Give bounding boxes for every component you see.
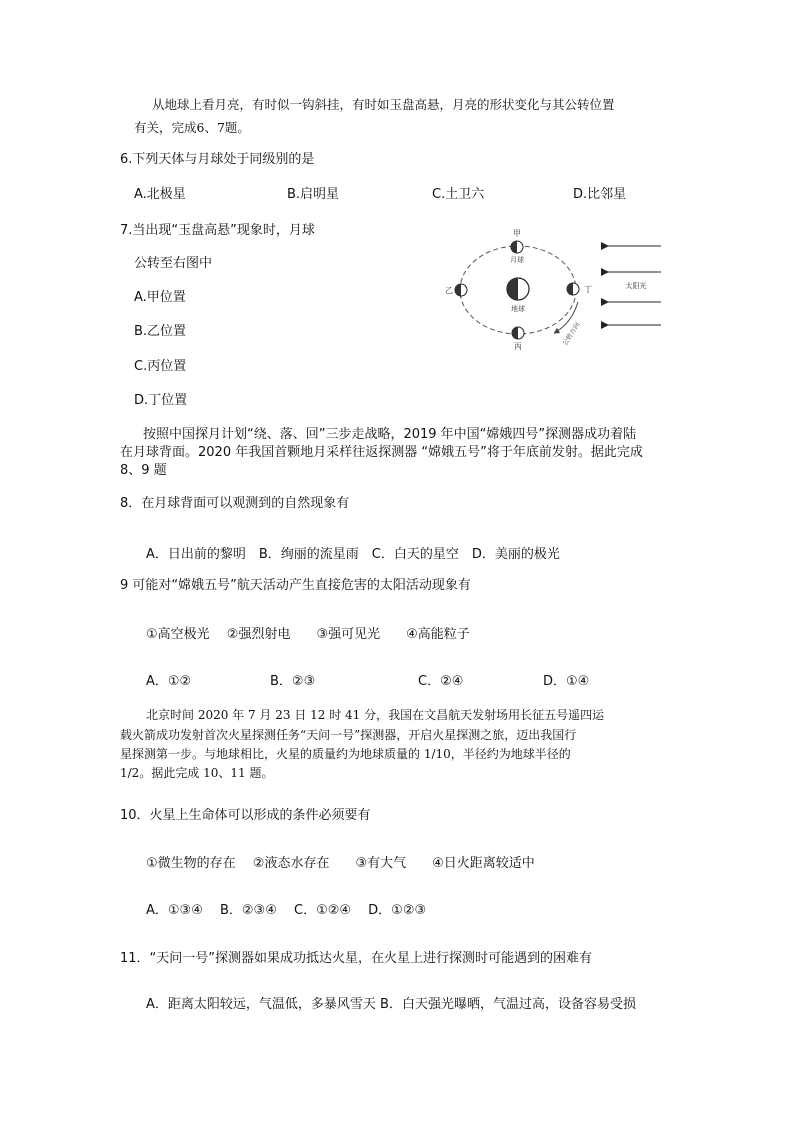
q7-option-d: D.丁位置 — [134, 393, 188, 408]
passage1-line1: 从地球上看月亮，有时似一钩斜挂，有时如玉盘高悬，月亮的形状变化与其公转位置 — [152, 97, 615, 112]
passage3-line1: 北京时间 2020 年 7 月 23 日 12 时 41 分，我国在文昌航天发射场用长征五号遥四运 — [146, 708, 605, 722]
q6-option-c: C.土卫六 — [432, 187, 485, 202]
moon-bing-icon — [512, 327, 524, 339]
q7-option-b: B.乙位置 — [134, 324, 187, 339]
q7-stem-line1: 7.当出现“玉盘高悬”现象时，月球 — [120, 223, 315, 238]
q9-option-c: C．②④ — [418, 674, 464, 689]
q6-stem: 6.下列天体与月球处于同级别的是 — [120, 152, 315, 167]
q9-option-d: D．①④ — [543, 674, 590, 689]
label-yi: 乙 — [445, 286, 453, 295]
passage3-line4: 1/2。据此完成 10、11 题。 — [120, 766, 274, 780]
q10-items: ①微生物的存在 ②液态水存在 ③有大气 ④日火距离较适中 — [146, 856, 535, 871]
q9-option-a: A．①② — [146, 674, 192, 689]
passage2-line1: 按照中国探月计划“绕、落、回”三步走战略，2019 年中国“嫦娥四号”探测器成功着陆 — [143, 427, 637, 442]
q7-option-c: C.丙位置 — [134, 359, 187, 374]
q9-option-b: B．②③ — [270, 674, 316, 689]
moon-jia-icon — [511, 241, 523, 253]
q7-stem-line2: 公转至右图中 — [134, 256, 213, 271]
q6-option-b: B.启明星 — [287, 187, 340, 202]
q7-option-a: A.甲位置 — [134, 290, 186, 305]
moon-yi-icon — [455, 284, 467, 296]
moon-label: 月球 — [510, 256, 524, 264]
q10-options: A．①③④ B．②③④ C．①②④ D．①②③ — [146, 903, 427, 918]
passage2-line3: 8、9 题 — [120, 463, 167, 478]
label-jia: 甲 — [513, 229, 521, 238]
q9-stem: 9 可能对“嫦娥五号”航天活动产生直接危害的太阳活动现象有 — [120, 578, 471, 593]
q8-options: A．日出前的黎明 B．绚丽的流星雨 C．白天的星空 D．美丽的极光 — [146, 547, 560, 562]
earth-icon — [507, 278, 529, 300]
passage3-line2: 载火箭成功发射首次火星探测任务“天问一号”探测器，开启火星探测之旅，迈出我国行 — [120, 728, 577, 742]
q6-option-d: D.比邻星 — [573, 187, 627, 202]
label-bing: 丙 — [514, 342, 522, 351]
q11-options: A．距离太阳较远，气温低，多暴风雪天 B．白天强光曝晒，气温过高，设备容易受损 — [146, 997, 636, 1012]
moon-ding-icon — [567, 283, 579, 295]
q6-option-a: A.北极星 — [134, 187, 186, 202]
q11-stem: 11．“天问一号”探测器如果成功抵达火星，在火星上进行探测时可能遇到的困难有 — [120, 951, 593, 966]
passage2-line2: 在月球背面。2020 年我国首颗地月采样往返探测器 “嫦娥五号”将于年底前发射。据此完成 — [120, 445, 643, 460]
passage3-line3: 星探测第一步。与地球相比，火星的质量约为地球质量的 1/10，半径约为地球半径的 — [120, 747, 571, 761]
q8-stem: 8．在月球背面可以观测到的自然现象有 — [120, 496, 350, 511]
moon-orbit-diagram — [438, 222, 668, 352]
label-ding: 丁 — [584, 285, 592, 294]
passage1-line2: 有关，完成6、7题。 — [134, 120, 250, 135]
q9-items: ①高空极光 ②强烈射电 ③强可见光 ④高能粒子 — [146, 627, 470, 642]
sunlight-label: 太阳光 — [625, 282, 647, 290]
q10-stem: 10．火星上生命体可以形成的条件必须要有 — [120, 808, 371, 823]
earth-label: 地球 — [511, 305, 525, 313]
revolution-label: 公转方向 — [560, 320, 582, 348]
